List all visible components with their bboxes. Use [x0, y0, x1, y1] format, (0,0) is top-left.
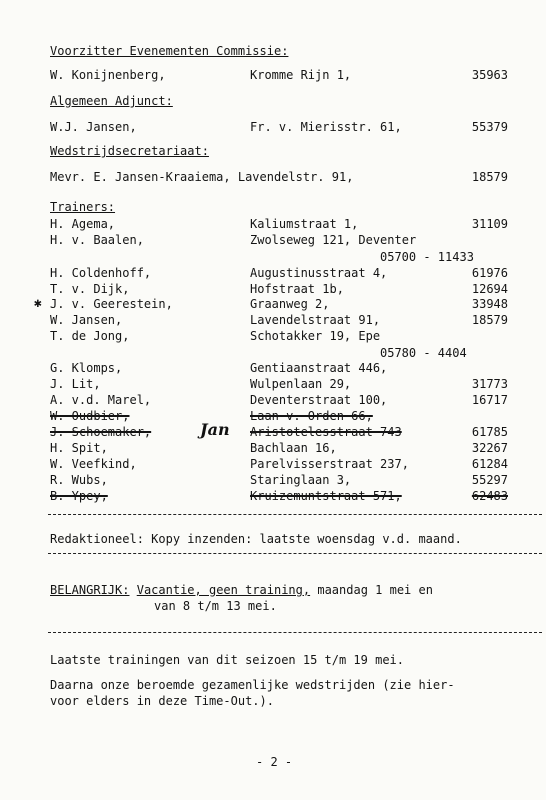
trainer-address: Wulpenlaan 29,: [250, 377, 352, 391]
margin-mark-icon: ✱: [34, 296, 42, 311]
trainer-name: H. Spit,: [50, 441, 108, 455]
trainer-phone: 33948: [471, 297, 508, 311]
belangrijk-underlined: Vacantie, geen training,: [136, 583, 311, 597]
belangrijk-label: BELANGRIJK:: [50, 583, 130, 597]
trainer-address: Zwolseweg 121, Deventer: [250, 233, 417, 247]
voorzitter-address: Kromme Rijn 1,: [250, 68, 352, 82]
trainer-address: Graanweg 2,: [250, 297, 330, 311]
page-number: - 2 -: [256, 755, 293, 769]
trainer-address: Gentiaanstraat 446,: [250, 361, 388, 375]
closing-line-1: Laatste trainingen van dit seizoen 15 t/m 19 mei.: [50, 653, 405, 667]
trainer-address-struck: Laan v. Orden 66,: [250, 409, 373, 423]
divider: [48, 632, 542, 633]
trainer-phone: 16717: [471, 393, 508, 407]
adjunct-phone: 55379: [471, 120, 508, 134]
trainer-address: Kaliumstraat 1,: [250, 217, 359, 231]
trainer-name: G. Klomps,: [50, 361, 123, 375]
trainer-address: Augustinusstraat 4,: [250, 266, 388, 280]
trainer-address: Hofstraat 1b,: [250, 282, 344, 296]
secretariaat-heading: Wedstrijdsecretariaat:: [50, 144, 209, 158]
trainer-name-struck: W. Oudbier,: [50, 409, 130, 423]
adjunct-heading: Algemeen Adjunct:: [50, 94, 173, 108]
trainer-name: R. Wubs,: [50, 473, 108, 487]
divider: [48, 514, 542, 515]
trainers-heading: Trainers:: [50, 200, 116, 214]
belangrijk-rest: maandag 1 mei en: [317, 583, 433, 597]
trainer-name: H. Agema,: [50, 217, 116, 231]
trainer-name: J. v. Geerestein,: [50, 297, 173, 311]
belangrijk-line-1: [50, 583, 433, 597]
trainer-address-continuation: 05700 - 11433: [380, 250, 474, 264]
trainer-name: W. Jansen,: [50, 313, 123, 327]
trainer-address: Parelvisserstraat 237,: [250, 457, 409, 471]
voorzitter-heading: Voorzitter Evenementen Commissie:: [50, 44, 289, 58]
trainer-address: Bachlaan 16,: [250, 441, 337, 455]
voorzitter-phone: 35963: [471, 68, 508, 82]
trainer-phone: 31773: [471, 377, 508, 391]
trainer-address: Deventerstraat 100,: [250, 393, 388, 407]
trainer-address: Staringlaan 3,: [250, 473, 352, 487]
trainer-phone: 61284: [471, 457, 508, 471]
closing-line-3: voor elders in deze Time-Out.).: [50, 694, 274, 708]
trainer-address: Lavendelstraat 91,: [250, 313, 381, 327]
trainer-name-struck: B. Ypey,: [50, 489, 108, 503]
trainer-phone: 18579: [471, 313, 508, 327]
divider: [48, 553, 542, 554]
trainer-phone-struck: 62483: [471, 489, 508, 503]
trainer-name-struck: J. Schoemaker,: [50, 425, 152, 439]
adjunct-name: W.J. Jansen,: [50, 120, 137, 134]
trainer-name: H. Coldenhoff,: [50, 266, 152, 280]
trainer-phone: 32267: [471, 441, 508, 455]
secretariaat-name-address: Mevr. E. Jansen-Kraaiema, Lavendelstr. 91,: [50, 170, 354, 184]
trainer-name: W. Veefkind,: [50, 457, 137, 471]
trainer-name: A. v.d. Marel,: [50, 393, 152, 407]
trainer-name: T. de Jong,: [50, 329, 130, 343]
secretariaat-phone: 18579: [471, 170, 508, 184]
closing-line-2: Daarna onze beroemde gezamenlijke wedstrijden (zie hier-: [50, 678, 455, 692]
redaktioneel-note: Redaktioneel: Kopy inzenden: laatste woensdag v.d. maand.: [50, 532, 462, 546]
belangrijk-line-2: van 8 t/m 13 mei.: [154, 599, 277, 613]
trainer-address-struck: Aristotelesstraat 743: [250, 425, 402, 439]
trainer-address: Schotakker 19, Epe: [250, 329, 381, 343]
trainer-phone: 61785: [471, 425, 508, 439]
trainer-phone: 12694: [471, 282, 508, 296]
handwritten-note: Jan: [200, 420, 230, 439]
trainer-name: H. v. Baalen,: [50, 233, 144, 247]
trainer-name: T. v. Dijk,: [50, 282, 130, 296]
trainer-phone: 61976: [471, 266, 508, 280]
adjunct-address: Fr. v. Mierisstr. 61,: [250, 120, 402, 134]
voorzitter-name: W. Konijnenberg,: [50, 68, 166, 82]
trainer-phone: 55297: [471, 473, 508, 487]
trainer-address-struck: Kruizemuntstraat 571,: [250, 489, 402, 503]
trainer-name: J. Lit,: [50, 377, 101, 391]
trainer-phone: 31109: [471, 217, 508, 231]
trainer-address-continuation: 05780 - 4404: [380, 346, 467, 360]
